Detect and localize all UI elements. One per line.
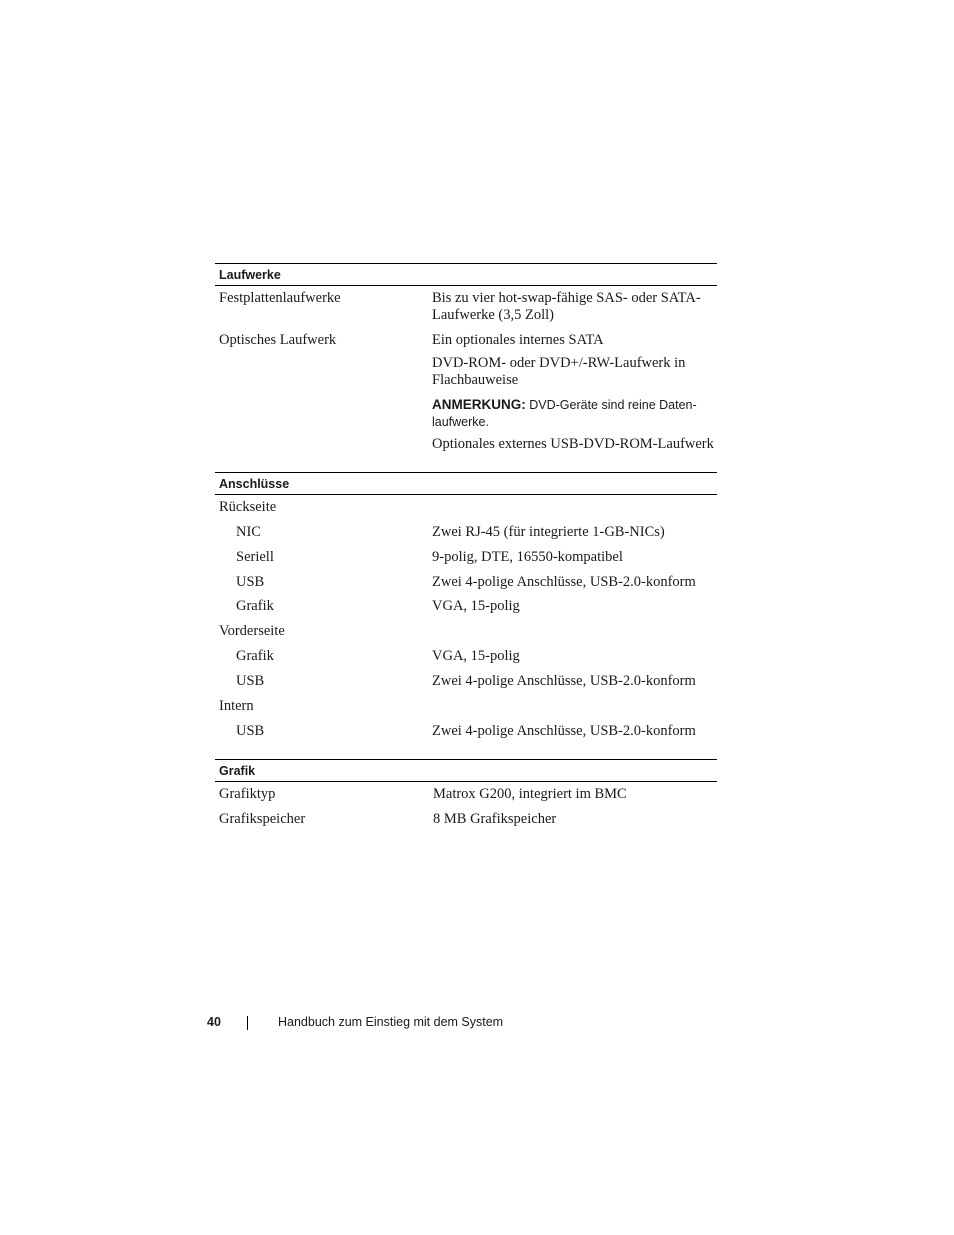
section-grafik — [215, 759, 717, 842]
section-heading: Grafik — [215, 759, 717, 782]
spec-label: Grafik — [236, 598, 274, 614]
spec-label: USB — [236, 574, 265, 590]
section-anschluesse — [215, 472, 717, 755]
spec-value: Zwei 4-polige Anschlüsse, USB-2.0-konform — [432, 673, 696, 689]
section-heading: Laufwerke — [215, 263, 717, 286]
spec-value: VGA, 15-polig — [432, 598, 520, 614]
spec-value: Zwei 4-polige Anschlüsse, USB-2.0-konform — [432, 574, 696, 590]
spec-value: Ein optionales internes SATA — [432, 332, 604, 348]
spec-value: Zwei 4-polige Anschlüsse, USB-2.0-konform — [432, 723, 696, 739]
spec-label: Grafikspeicher — [219, 811, 306, 827]
spec-label: Optisches Laufwerk — [219, 332, 337, 348]
spec-value: DVD-ROM- oder DVD+/-RW-Laufwerk in Flachbauweise — [432, 355, 686, 388]
spec-label: Festplattenlaufwerke — [219, 290, 341, 306]
spec-label: USB — [236, 673, 265, 689]
section-heading: Anschlüsse — [215, 472, 717, 495]
spec-value: 8 MB Grafikspeicher — [433, 811, 557, 827]
note-body: DVD-Geräte sind reine Daten-laufwerke. — [432, 398, 697, 429]
note-text — [432, 396, 702, 431]
spec-value: VGA, 15-polig — [432, 648, 520, 664]
spec-label: NIC — [236, 524, 261, 540]
spec-value: 9-polig, DTE, 16550-kompatibel — [432, 549, 623, 565]
footer-title: Handbuch zum Einstieg mit dem System — [278, 1015, 504, 1029]
spec-label: Seriell — [236, 549, 274, 565]
spec-label: Grafik — [236, 648, 274, 664]
spec-label: Intern — [219, 698, 254, 714]
spec-value: Matrox G200, integriert im BMC — [433, 786, 627, 802]
page-number: 40 — [207, 1015, 221, 1029]
spec-value: Zwei RJ-45 (für integrierte 1-GB-NICs) — [432, 524, 665, 540]
spec-label: USB — [236, 723, 265, 739]
note-label: ANMERKUNG: — [432, 397, 526, 412]
section-laufwerke — [215, 263, 717, 466]
spec-label: Vorderseite — [219, 623, 285, 639]
spec-label: Grafiktyp — [219, 786, 276, 802]
footer-separator — [247, 1016, 248, 1030]
spec-value: Bis zu vier hot-swap-fähige SAS- oder SATA-Laufwerke (3,5 Zoll) — [432, 290, 701, 323]
spec-label: Rückseite — [219, 499, 277, 515]
spec-value: Optionales externes USB-DVD-ROM-Laufwerk — [432, 436, 714, 452]
